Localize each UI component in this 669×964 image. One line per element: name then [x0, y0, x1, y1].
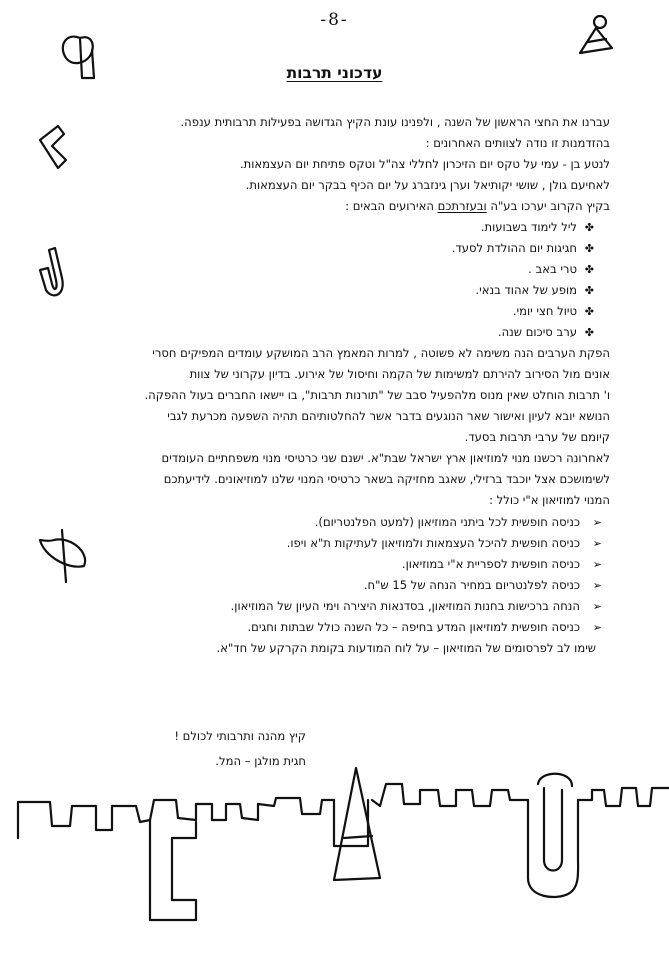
bullet-icon: ✤ — [584, 221, 594, 234]
underlined-word: ובעזרתכם — [437, 199, 487, 213]
list-item: ✤ טיול חצי יומי. — [95, 301, 594, 322]
paragraph: קיומם של ערבי תרבות בסעד. — [464, 430, 610, 444]
paragraph: לאחיעם גולן , שושי יקותיאל וערן גינזברג על יום הכיף בבקר יום העצמאות. — [245, 178, 610, 192]
list-item: ➢ כניסה חופשית למוזיאון המדע בחיפה – כל השנה כולל שבתות וחגים. — [95, 617, 602, 638]
list-item: ➢ כניסה לפלנטריום במחיר הנחה של 15 ש"ח. — [95, 575, 602, 596]
list-item: ✤ מופע של אהוד בנאי. — [95, 280, 594, 301]
list-item: ✤ ערב סיכום שנה. — [95, 322, 594, 343]
paragraph: לאחרונה רכשנו מנוי למוזיאון ארץ ישראל שבת"א. ישנם שני כרטיסי מנוי משפחתיים העומדים — [161, 451, 610, 465]
doodle-skyline-border-icon — [18, 768, 669, 920]
list-item: ✤ טרי באב . — [95, 259, 594, 280]
arrow-bullet-icon: ➢ — [592, 600, 602, 613]
doodle-cone-icon — [580, 16, 612, 53]
bullet-icon: ✤ — [584, 263, 594, 276]
page-number: -8- — [320, 10, 349, 30]
paragraph: הנושא יובא לעיון ואישור שאר הנוגעים בדבר אשר להחלטותיהם תהיה השפעה מכרעת לגבי — [167, 409, 610, 423]
list-item: ➢ כניסה חופשית לספריית א"י במוזיאון. — [95, 554, 602, 575]
arrow-bullet-icon: ➢ — [592, 579, 602, 592]
list-item: ➢ כניסה חופשית לכל ביתני המוזיאון (למעט הפלנטריום). — [95, 512, 602, 533]
paragraph: אונים מול הסירוב להירתם למשימות של הקמה וחיסול של אירוע. בדיון עקרוני של צוות — [189, 367, 610, 381]
doodle-phi-icon — [40, 530, 85, 582]
arrow-bullet-icon: ➢ — [592, 537, 602, 550]
page-title: עדכוני תרבות — [286, 64, 383, 82]
arrow-bullet-icon: ➢ — [592, 558, 602, 571]
list-item: ➢ הנחה ברכישות בחנות המוזיאון, בסדנאות היצירה וימי העיון של המוזיאון. — [95, 596, 602, 617]
list-item: ➢ כניסה חופשית להיכל העצמאות ולמוזיאון לעתיקות ת"א ויפו. — [95, 533, 602, 554]
list-item: ✤ חגיגות יום ההולדת לסעד. — [95, 238, 594, 259]
paragraph: לשימושכם אצל יוכבד ברזילי, שאגב מחזיקה בשאר כרטיסי המנוי שלנו למוזיאונים. לידיעתכם — [163, 472, 610, 486]
paragraph: ו' תרבות הוחלט שאין מנוס מלהפעיל סבב של "תורנות תרבות", בו יישאו החברים בעול ההפקה. — [144, 388, 610, 402]
bullet-icon: ✤ — [584, 326, 594, 339]
signature: חגית מולגן – המל. — [215, 754, 306, 768]
bullet-icon: ✤ — [584, 284, 594, 297]
doodle-letter-j-icon — [40, 248, 63, 295]
museum-notice: שימו לב לפרסומים של המוזיאון – על לוח המודעות בקומת הקרקע של חד"א. — [216, 641, 596, 655]
doodle-letter-l-icon — [40, 126, 66, 168]
arrow-bullet-icon: ➢ — [592, 516, 602, 529]
paragraph: עברנו את החצי הראשון של השנה , ולפנינו עונת הקיץ הגדושה בפעילות תרבותית ענפה. — [180, 115, 610, 129]
bullet-icon: ✤ — [584, 305, 594, 318]
paragraph: המנוי למוזיאון א"י כולל : — [489, 493, 610, 507]
summer-events-intro: בקיץ הקרוב יערכו בע"ה ובעזרתכם האירועים הבאים : — [345, 199, 610, 213]
doodle-letter-p-icon — [63, 37, 94, 78]
paragraph: הפקת הערבים הנה משימה לא פשוטה , למרות המאמץ הרב המושקע עומדים המפיקים חסרי — [152, 346, 610, 360]
bullet-icon: ✤ — [584, 242, 594, 255]
closing-greeting: קיץ מהנה ותרבותי לכולם ! — [174, 729, 306, 743]
arrow-bullet-icon: ➢ — [592, 621, 602, 634]
paragraph: לנטע בן - עמי על טקס יום הזיכרון לחללי צה"ל וטקס פתיחת יום העצמאות. — [239, 157, 610, 171]
list-item: ✤ ליל לימוד בשבועות. — [95, 217, 594, 238]
paragraph: בהזדמנות זו נודה לצוותים האחרונים : — [425, 136, 610, 150]
